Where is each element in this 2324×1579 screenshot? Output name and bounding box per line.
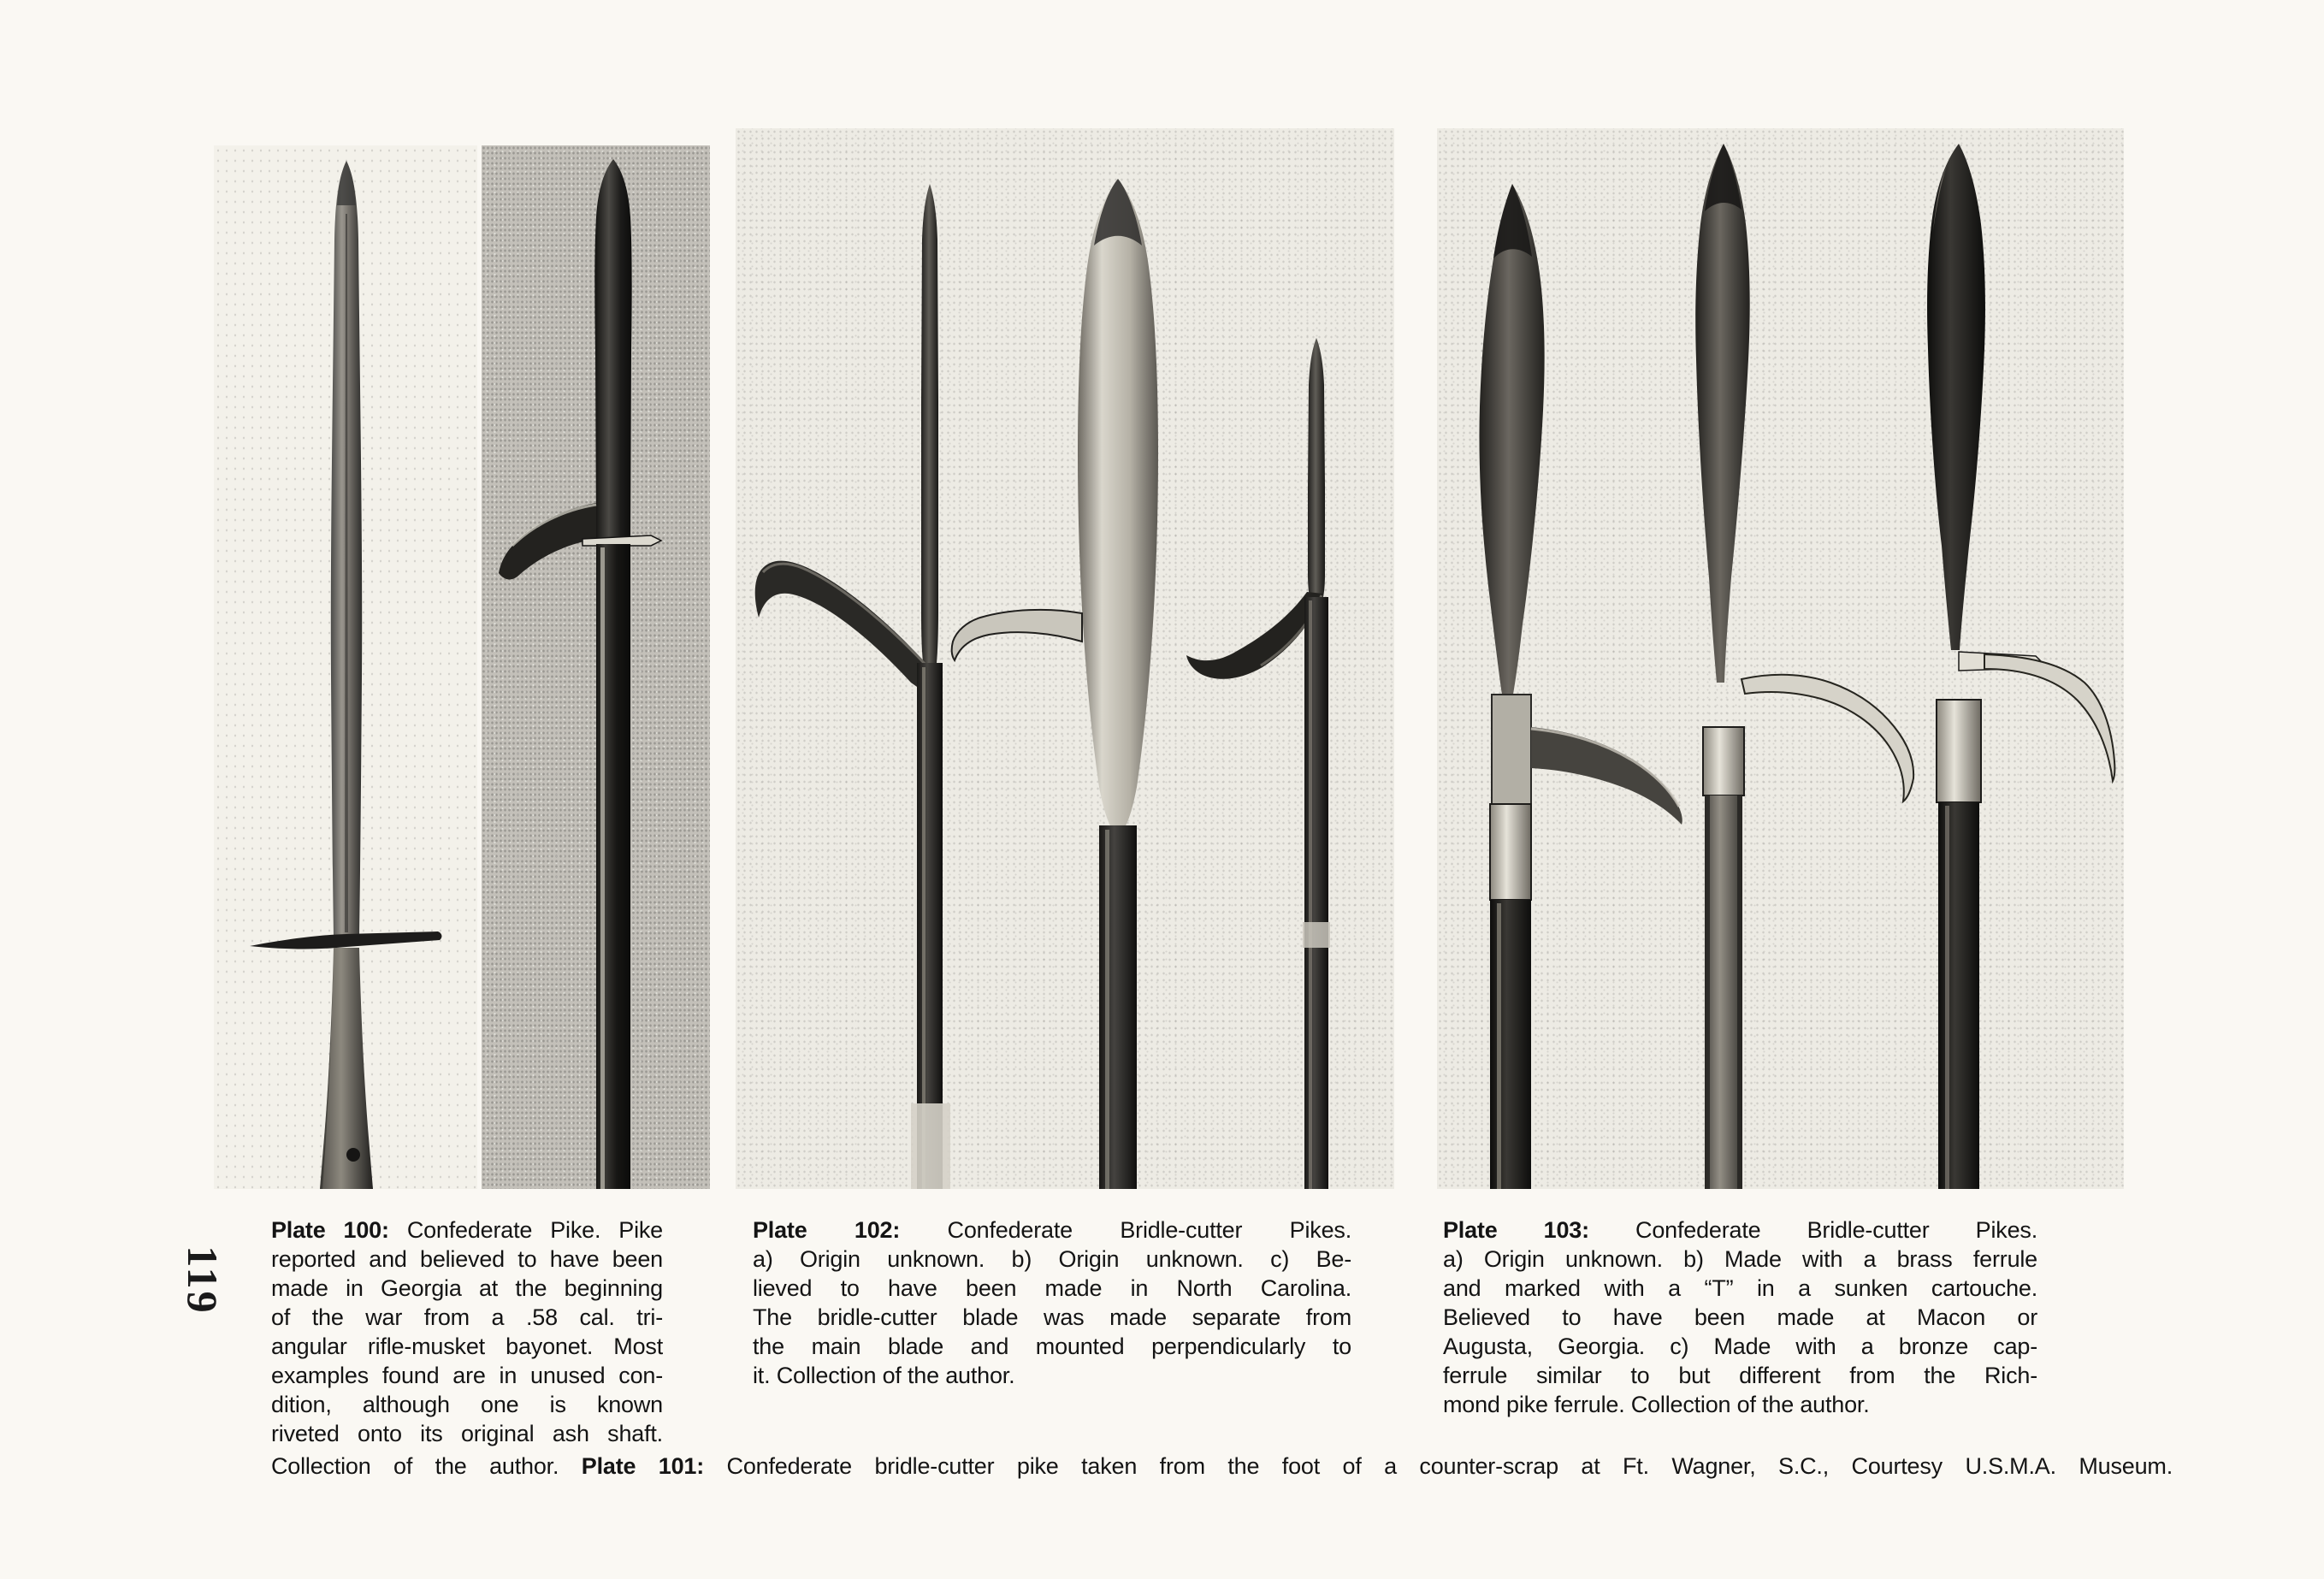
caption-line: mond pike ferrule. Collection of the author. [1443,1392,1870,1417]
plate-103-photo [1437,128,2124,1189]
page-number: 119 [179,1245,227,1316]
caption-text: Collection of the author. [271,1453,559,1479]
caption-line: of the war from a .58 cal. tri- [271,1304,663,1330]
caption-line: angular rifle-musket bayonet. Most [271,1334,663,1359]
caption-plate-103 [1443,1215,2037,1419]
caption-line: the main blade and mounted perpendicularly to [753,1334,1351,1359]
pike-bayonet-drawing [214,145,477,1189]
caption-line: Plate 100: Confederate Pike. Pike [271,1217,663,1243]
caption-plate-102 [753,1215,1351,1390]
caption-line: Plate 102: Confederate Bridle-cutter Pikes. [753,1217,1351,1243]
three-pikes-drawing [736,128,1394,1189]
caption-line: lieved to have been made in North Carolina. [753,1275,1351,1301]
caption-line: examples found are in unused con- [271,1363,663,1388]
caption-line: ferrule similar to but different from the Rich- [1443,1363,2037,1388]
pike-bridle-cutter-drawing [482,145,710,1189]
plate-101-photo [482,145,710,1189]
caption-line: a) Origin unknown. b) Origin unknown. c) Be- [753,1246,1351,1272]
caption-line: reported and believed to have been [271,1246,663,1272]
plate-label: Plate 103: [1443,1217,1589,1243]
caption-line: it. Collection of the author. [753,1363,1015,1388]
plate-101-label: Plate 101: [581,1453,705,1479]
plate-label: Plate 100: [271,1217,389,1243]
caption-plate-101 [271,1452,2173,1482]
caption-plate-100 [271,1215,663,1448]
caption-line: and marked with a “T” in a sunken cartouche. [1443,1275,2037,1301]
caption-line: Believed to have been made at Macon or [1443,1304,2037,1330]
plate-label: Plate 102: [753,1217,901,1243]
caption-line: made in Georgia at the beginning [271,1275,663,1301]
caption-line: a) Origin unknown. b) Made with a brass ferrule [1443,1246,2037,1272]
caption-line: riveted onto its original ash shaft. [271,1421,663,1446]
caption-line: Augusta, Georgia. c) Made with a bronze cap- [1443,1334,2037,1359]
three-pikes-drawing [1437,128,2124,1189]
caption-text: Confederate bridle-cutter pike taken from the foot of a counter-scrap at Ft. Wagner, S.C., Courtesy U.S.M.A. Museum. [726,1453,2173,1479]
plate-102-photo [736,128,1394,1189]
caption-line: Plate 103: Confederate Bridle-cutter Pikes. [1443,1217,2037,1243]
caption-line: The bridle-cutter blade was made separate from [753,1304,1351,1330]
caption-line: dition, although one is known [271,1392,663,1417]
plate-100-photo [214,145,477,1189]
